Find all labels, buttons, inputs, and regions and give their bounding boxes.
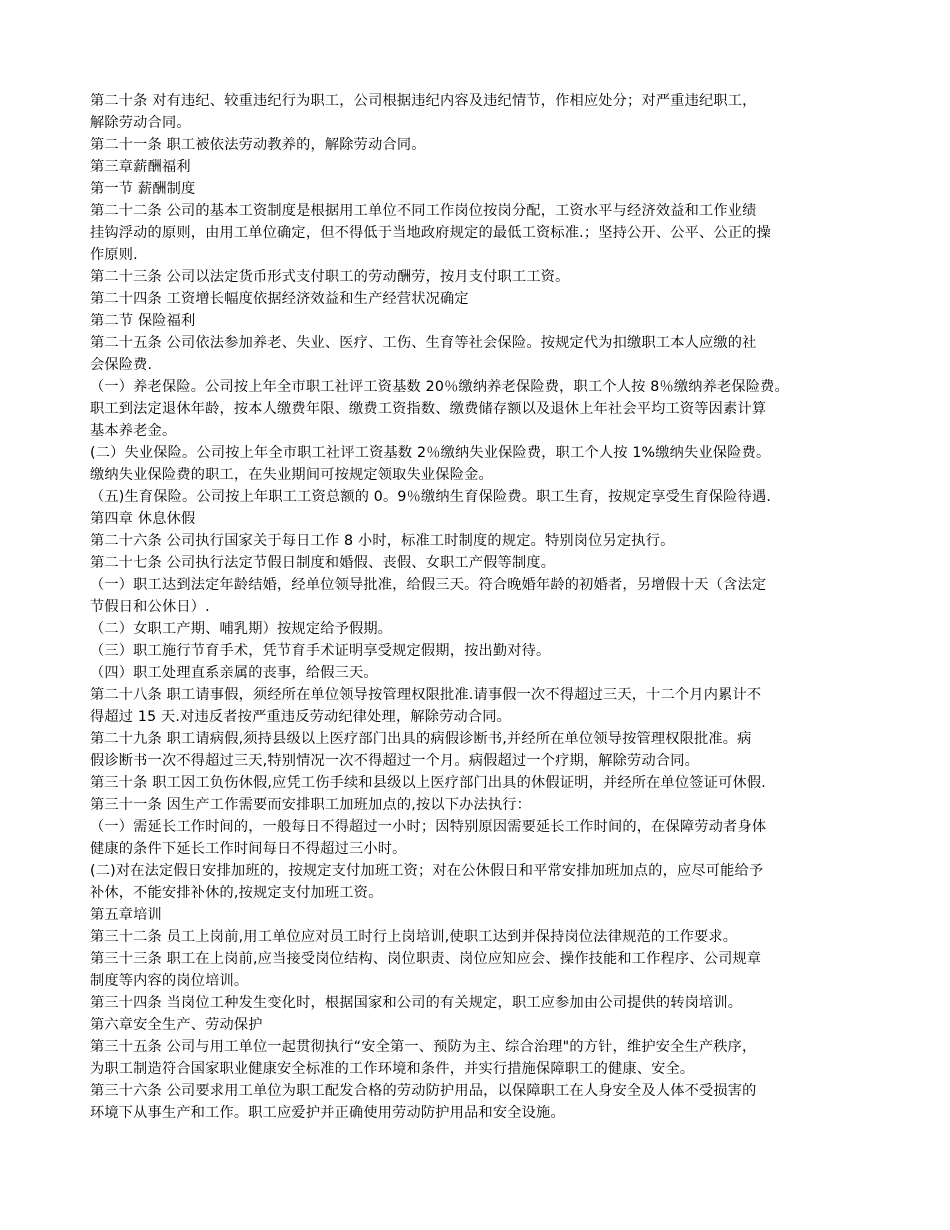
text-line: 解除劳动合同。 (90, 115, 191, 131)
section-heading: 第一节 薪酬制度 (90, 181, 196, 197)
section-heading: 第四章 休息休假 (90, 511, 196, 527)
text-line: 健康的条件下延长工作时间每日不得超过三小时。 (90, 841, 407, 857)
section-heading: 第三章薪酬福利 (90, 159, 191, 175)
text-line: 得超过 15 天.对违反者按严重违反劳动纪律处理，解除劳动合同。 (90, 709, 512, 725)
text-line: 基本养老金。 (90, 423, 177, 439)
text-line: 第三十一条 因生产工作需要而安排职工加班加点的,按以下办法执行： (90, 797, 532, 813)
text-line: （一）职工达到法定年龄结婚，经单位领导批准，给假三天。符合晚婚年龄的初婚者，另增假十天（含法定 (90, 577, 767, 593)
text-line: 第二十一条 职工被依法劳动教养的，解除劳动合同。 (90, 137, 426, 153)
text-line: 第二十三条 公司以法定货币形式支付职工的劳动酬劳，按月支付职工工资。 (90, 269, 570, 285)
document-page (90, 90, 880, 1124)
text-line: (二）失业保险。公司按上年全市职工社评工资基数 2％缴纳失业保险费，职工个人按 1%缴纳失业保险费。 (90, 445, 771, 461)
text-line: 第三十六条 公司要求用工单位为职工配发合格的劳动防护用品，以保障职工在人身安全及人体不受损害的 (90, 1083, 757, 1099)
text-line: 第三十四条 当岗位工种发生变化时，根据国家和公司的有关规定，职工应参加由公司提供的转岗培训。 (90, 995, 743, 1011)
text-line: 职工到法定退休年龄，按本人缴费年限、缴费工资指数、缴费储存额以及退休上年社会平均工资等因素计算 (90, 401, 767, 417)
text-line: 第二十二条 公司的基本工资制度是根据用工单位不同工作岗位按岗分配，工资水平与经济效益和工作业绩 (90, 203, 757, 219)
text-line: （一）需延长工作时间的，一般每日不得超过一小时；因特别原因需要延长工作时间的，在保障劳动者身体 (90, 819, 767, 835)
section-heading: 第二节 保险福利 (90, 313, 196, 329)
text-line: （五)生育保险。公司按上年职工工资总额的 0。9％缴纳生育保险费。职工生育，按规定享受生育保险待遇. (90, 489, 772, 505)
text-line: 第二十条 对有违纪、较重违纪行为职工，公司根据违纪内容及违纪情节，作相应处分；对严重违纪职工， (90, 93, 757, 109)
text-line: 为职工制造符合国家职业健康安全标准的工作环境和条件，并实行措施保障职工的健康、安全。 (90, 1061, 695, 1077)
text-line: 第二十九条 职工请病假,须持县级以上医疗部门出具的病假诊断书,并经所在单位领导按管理权限批准。病 (90, 731, 752, 747)
section-heading: 第六章安全生产、劳动保护 (90, 1017, 263, 1033)
text-line: 第三十五条 公司与用工单位一起贯彻执行“安全第一、预防为主、综合治理"的方针，维护安全生产秩序， (90, 1039, 757, 1055)
text-line: (二)对在法定假日安排加班的，按规定支付加班工资；对在公休假日和平常安排加班加点的，应尽可能给予 (90, 863, 764, 879)
text-line: 节假日和公休日）. (90, 599, 210, 615)
text-line: 环境下从事生产和工作。职工应爱护并正确使用劳动防护用品和安全设施。 (90, 1105, 565, 1121)
text-line: （四）职工处理直系亲属的丧事，给假三天。 (90, 665, 378, 681)
text-line: 第二十六条 公司执行国家关于每日工作 8 小时，标准工时制度的规定。特别岗位另定执行。 (90, 533, 675, 549)
text-line: （二）女职工产期、哺乳期）按规定给予假期。 (90, 621, 393, 637)
section-heading: 第五章培训 (90, 907, 162, 923)
text-line: 第二十五条 公司依法参加养老、失业、医疗、工伤、生育等社会保险。按规定代为扣缴职工本人应缴的社 (90, 335, 757, 351)
text-line: （一）养老保险。公司按上年全市职工社评工资基数 20％缴纳养老保险费，职工个人按 8％缴纳养老保险费。 (90, 379, 789, 395)
text-line: 第二十四条 工资增长幅度依据经济效益和生产经营状况确定 (90, 291, 469, 307)
text-line: 第三十三条 职工在上岗前,应当接受岗位结构、岗位职责、岗位应知应会、操作技能和工作程序、公司规章 (90, 951, 762, 967)
text-line: 第二十八条 职工请事假，须经所在单位领导按管理权限批准.请事假一次不得超过三天，十二个月内累计不 (90, 687, 762, 703)
text-line: （三）职工施行节育手术，凭节育手术证明享受规定假期，按出勤对待。 (90, 643, 551, 659)
text-line: 第三十条 职工因工负伤休假,应凭工伤手续和县级以上医疗部门出具的休假证明，并经所在单位签证可休假. (90, 775, 766, 791)
text-line: 会保险费. (90, 357, 153, 373)
text-line: 第三十二条 员工上岗前,用工单位应对员工时行上岗培训,使职工达到并保持岗位法律规范的工作要求。 (90, 929, 738, 945)
text-line: 第二十七条 公司执行法定节假日制度和婚假、丧假、女职工产假等制度。 (90, 555, 556, 571)
text-line: 补休，不能安排补休的,按规定支付加班工资。 (90, 885, 383, 901)
text-line: 作原则. (90, 247, 138, 263)
text-line: 挂钩浮动的原则，由用工单位确定，但不得低于当地政府规定的最低工资标准.；坚持公开、公平、公正的操 (90, 225, 771, 241)
text-line: 假诊断书一次不得超过三天,特别情况一次不得超过一个月。病假超过一个疗期，解除劳动合同。 (90, 753, 699, 769)
text-line: 制度等内容的岗位培训。 (90, 973, 249, 989)
text-line: 缴纳失业保险费的职工，在失业期间可按规定领取失业保险金。 (90, 467, 493, 483)
